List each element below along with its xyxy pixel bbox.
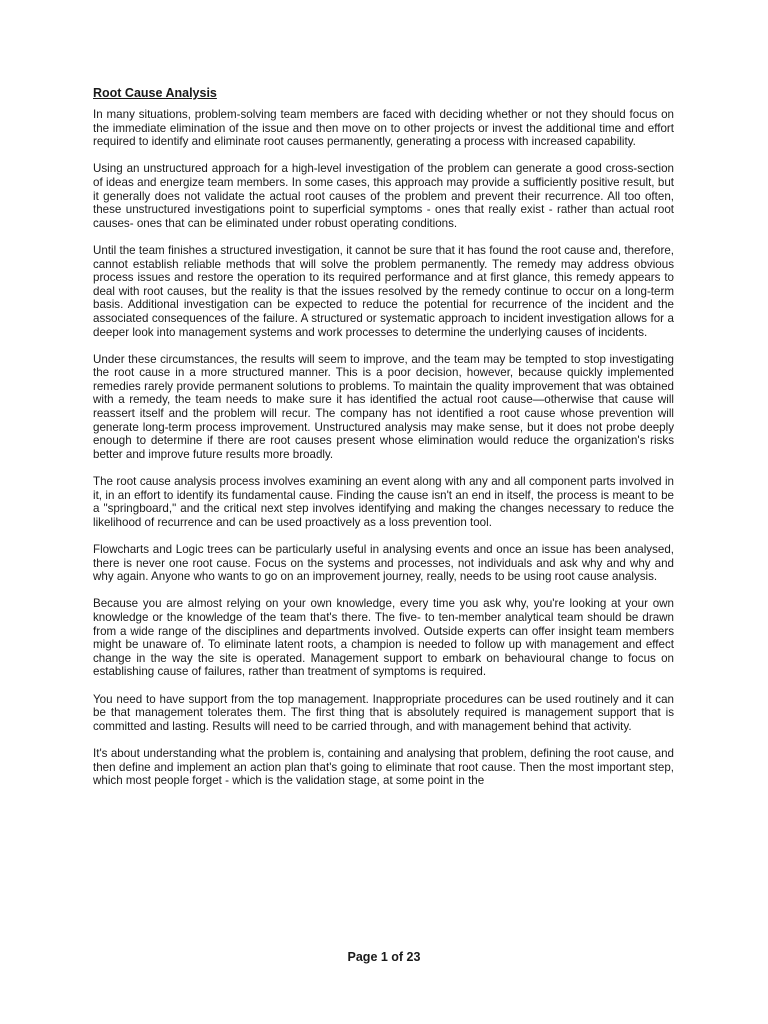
document-body (93, 86, 674, 801)
document-title: Root Cause Analysis (93, 86, 217, 100)
paragraph: Until the team finishes a structured investigation, it cannot be sure that it has found the root cause and, therefore, cannot establish reliable methods that will solve the problem permanently. The remedy may address obvious process issues and restore the operation to its required performance and at first glance, this remedy appears to deal with root causes, but the reality is that the issues resolved by the remedy continue to occur on a long-term basis. Additional investigation can be expected to reduce the potential for recurrence of the incident and the associated consequences of the failure. A structured or systematic approach to incident investigation allows for a deeper look into management systems and work processes to determine the underlying causes of incidents. (93, 243, 674, 339)
paragraph: It's about understanding what the problem is, containing and analysing that problem, defining the root cause, and then define and implement an action plan that's going to eliminate that root cause. Then the most important step, which most people forget - which is the validation stage, at some point in the (93, 746, 674, 788)
paragraph: The root cause analysis process involves examining an event along with any and all component parts involved in it, in an effort to identify its fundamental cause. Finding the cause isn't an end in itself, the process is meant to be a "springboard," and the critical next step involves identifying and making the changes necessary to reduce the likelihood of recurrence and can be used proactively as a loss prevention tool. (93, 475, 674, 529)
paragraph: You need to have support from the top management. Inappropriate procedures can be used routinely and it can be that management tolerates them. The first thing that is absolutely required is management support that is committed and lasting. Results will need to be carried through, and with management behind that activity. (93, 692, 674, 733)
paragraph: Using an unstructured approach for a high-level investigation of the problem can generate a good cross-section of ideas and energize team members. In some cases, this approach may provide a sufficiently positive result, but it generally does not validate the actual root causes of the problem and prevent their recurrence. All too often, these unstructured investigations point to superficial symptoms - ones that really exist - rather than actual root causes- ones that can be eliminated under robust operating conditions. (93, 162, 674, 230)
paragraph: In many situations, problem-solving team members are faced with deciding whether or not they should focus on the immediate elimination of the issue and then move on to other projects or invest the additional time and effort required to identify and eliminate root causes permanently, generating a process with increased capability. (93, 108, 674, 149)
paragraph: Flowcharts and Logic trees can be particularly useful in analysing events and once an issue has been analysed, there is never one root cause. Focus on the systems and processes, not individuals and ask why and why and why again. Anyone who wants to go on an improvement journey, really, needs to be using root cause analysis. (93, 543, 674, 584)
page-number: Page 1 of 23 (347, 950, 421, 964)
paragraph: Under these circumstances, the results will seem to improve, and the team may be tempted to stop investigating the root cause in a more structured manner. This is a poor decision, however, because quickly implemented remedies rarely provide permanent solutions to problems. To maintain the quality improvement that was obtained with a remedy, the team needs to make sure it has identified the actual root cause—otherwise that cause will reassert itself and the problem will recur. The company has not identified a root cause whose prevention will generate long-term process improvement. Unstructured analysis may make sense, but it does not probe deeply enough to determine if there are root causes present whose elimination would reduce the organization's risks better and improve future results more broadly. (93, 352, 674, 461)
paragraph: Because you are almost relying on your own knowledge, every time you ask why, you're looking at your own knowledge or the knowledge of the team that's there. The five- to ten-member analytical team should be drawn from a wide range of the disciplines and departments involved. Outside experts can offer insight team members might be unaware of. To eliminate latent roots, a champion is needed to follow up with management and effect change in the way the site is operated. Management support to embark on behavioural change to focus on establishing cause of failures, rather than treatment of symptoms is required. (93, 597, 674, 679)
